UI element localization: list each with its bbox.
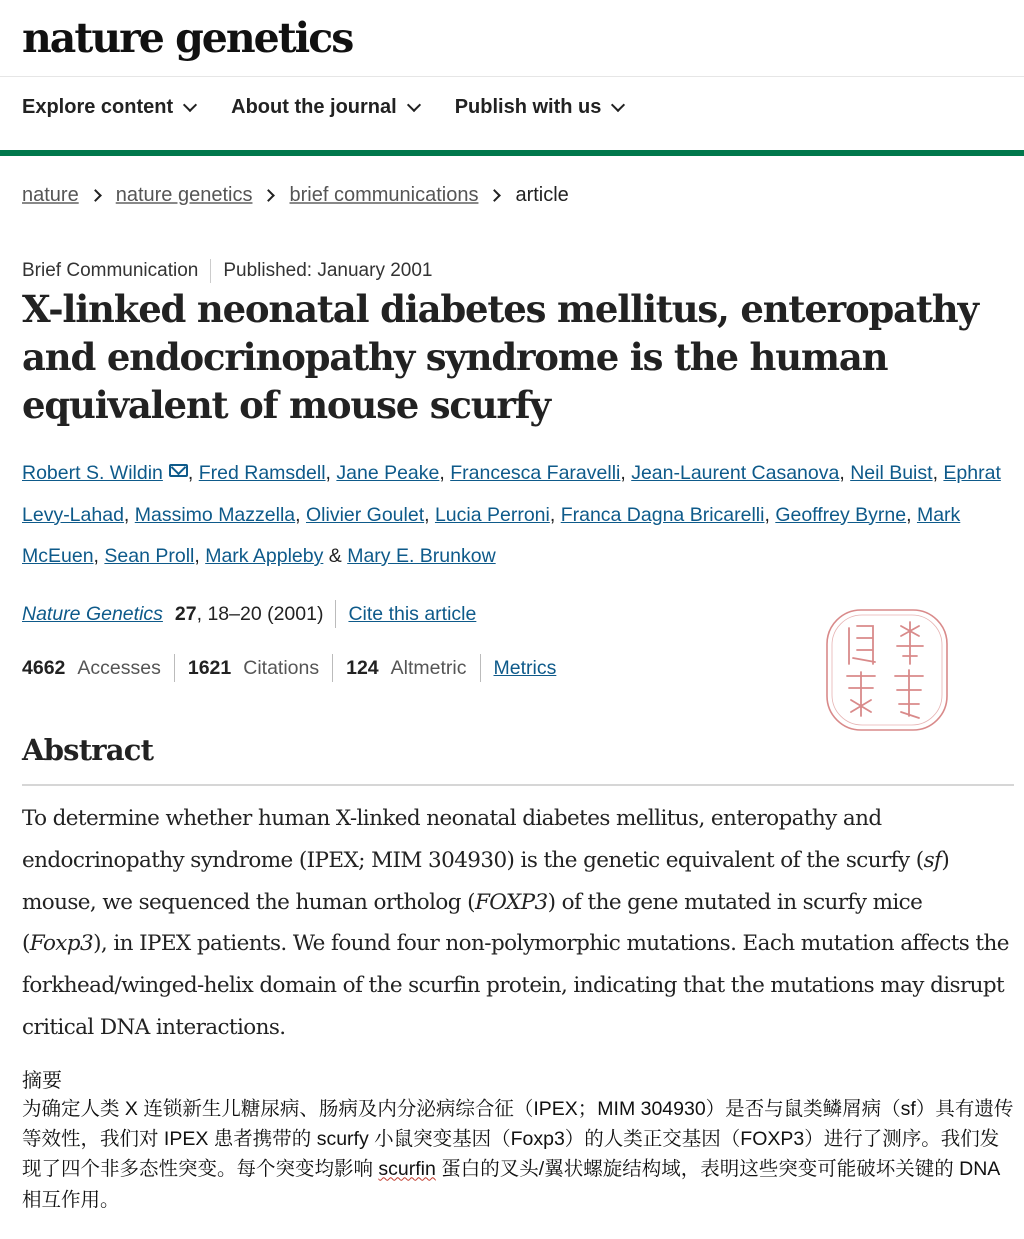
journal-logo[interactable]: nature genetics: [22, 14, 353, 62]
author-link[interactable]: Jane Peake: [336, 462, 440, 484]
translation-text: 为确定人类 X 连锁新生儿糖尿病、肠病及内分泌病综合征（IPEX；MIM 304930）是否与鼠类鳞屑病（sf）具有遗传等效性，我们对 IPEX 患者携带的 scurfy 小鼠突变基因（Foxp3）的人类正交基因（FOXP3）进行了测序。我们发现了四个非多态性突变。每个突变均影响: [22, 1098, 1014, 1181]
chevron-down-icon: [183, 98, 197, 112]
altmetric-count: 124: [346, 656, 379, 679]
nav-publish-with-us-label: Publish with us: [454, 96, 602, 118]
breadcrumb: [22, 184, 569, 207]
abstract-text: ) mouse, we sequenced the human ortholog (: [22, 847, 950, 915]
abstract-gene-foxp3: FOXP3: [474, 889, 548, 915]
citation-divider: [335, 600, 336, 628]
nav-about-journal-label: About the journal: [231, 96, 397, 118]
author-link[interactable]: Neil Buist: [850, 462, 933, 484]
accesses-label: Accesses: [77, 656, 161, 679]
author-link[interactable]: Mary E. Brunkow: [347, 545, 496, 567]
accesses-count: 4662: [22, 656, 66, 679]
abstract-body: [22, 798, 1012, 1049]
chevron-down-icon: [407, 98, 421, 112]
cite-this-article-link[interactable]: Cite this article: [348, 602, 477, 625]
metrics-divider: [480, 654, 481, 682]
red-seal-stamp: [823, 606, 951, 734]
meta-divider: [210, 259, 211, 283]
article-type: Brief Communication: [22, 260, 199, 281]
publish-date: Published: January 2001: [223, 260, 433, 281]
author-link[interactable]: Sean Proll: [104, 545, 195, 567]
chevron-down-icon: [611, 98, 625, 112]
brand-color-bar: [0, 150, 1024, 156]
author-link[interactable]: Fred Ramsdell: [198, 462, 326, 484]
abstract-gene-foxp3-mouse: Foxp3: [29, 931, 94, 957]
email-icon[interactable]: [169, 464, 188, 477]
citation-line: [22, 600, 476, 628]
author-link[interactable]: Ephrat Levy-Lahad: [22, 462, 1001, 526]
abstract-gene-sf: sf: [923, 847, 942, 873]
nav-explore-content[interactable]: [22, 96, 195, 119]
chevron-right-icon: [263, 189, 276, 202]
journal-pages: , 18–20 (2001): [196, 602, 324, 625]
journal-link[interactable]: Nature Genetics: [22, 602, 163, 625]
breadcrumb-link-brief-communications[interactable]: brief communications: [289, 184, 479, 206]
translation-text: 蛋白的叉头/翼状螺旋结构域，表明这些突变可能破坏关键的 DNA 相互作用。: [22, 1158, 1000, 1211]
translation-heading: 摘要: [22, 1070, 62, 1092]
author-link[interactable]: Franca Dagna Bricarelli: [560, 503, 765, 526]
nav-about-journal[interactable]: [231, 96, 419, 119]
nav-explore-content-label: Explore content: [22, 96, 174, 118]
metrics-divider: [332, 654, 333, 682]
metrics-link[interactable]: Metrics: [493, 656, 557, 679]
translation-body: [22, 1094, 1017, 1215]
author-link[interactable]: Geoffrey Byrne: [775, 503, 907, 526]
chevron-right-icon: [489, 189, 502, 202]
author-link[interactable]: Robert S. Wildin: [22, 462, 163, 484]
spellcheck-flagged-word: scurfin: [378, 1158, 436, 1181]
breadcrumb-link-nature-genetics[interactable]: nature genetics: [115, 184, 253, 206]
abstract-text: ) of the gene mutated in scurfy mice (: [22, 889, 923, 957]
breadcrumb-link-nature[interactable]: nature: [22, 184, 79, 206]
article-metrics: [22, 654, 556, 682]
altmetric-label: Altmetric: [390, 656, 467, 679]
article-meta: [22, 259, 433, 283]
article-title: X-linked neonatal diabetes mellitus, enteropathy and endocrinopathy syndrome is the human equivalent of mouse scurfy: [22, 287, 978, 427]
author-link[interactable]: Francesca Faravelli: [450, 462, 621, 484]
breadcrumb-current: article: [515, 184, 569, 206]
abstract-text: To determine whether human X-linked neonatal diabetes mellitus, enteropathy and endocrinopathy syndrome (IPEX; MIM 304930) is the genetic equivalent of the scurfy (: [22, 806, 924, 873]
header-divider: [0, 76, 1024, 77]
author-list: Robert S. Wildin , Fred Ramsdell, Jane Peake, Francesca Faravelli, Jean-Laurent Casanova, Neil Buist, Ephrat Levy-Lahad, Massimo Mazzella, Olivier Goulet, Lucia Perroni, Franca Dagna Bricarelli, Geoffrey Byrne, Mark McEuen, Sean Proll, Mark Appleby & Mary E. Brunkow: [22, 462, 1001, 567]
metrics-divider: [174, 654, 175, 682]
author-link[interactable]: Massimo Mazzella: [134, 503, 296, 526]
abstract-text: ), in IPEX patients. We found four non-polymorphic mutations. Each mutation affects the forkhead/winged-helix domain of the scurfin protein, indicating that the mutations may disrupt critical DNA interactions.: [22, 931, 1009, 1040]
author-link[interactable]: Lucia Perroni: [434, 503, 550, 526]
author-link[interactable]: Olivier Goulet: [305, 503, 425, 526]
citations-label: Citations: [243, 656, 320, 679]
main-nav: [22, 96, 623, 119]
citations-count: 1621: [187, 656, 232, 679]
author-link[interactable]: Mark Appleby: [205, 545, 324, 567]
author-link[interactable]: Jean-Laurent Casanova: [631, 462, 840, 484]
journal-volume: 27: [174, 602, 197, 625]
abstract-divider: [22, 784, 1014, 786]
nav-publish-with-us[interactable]: [455, 96, 624, 119]
author-link[interactable]: Mark McEuen: [22, 503, 961, 567]
abstract-heading: Abstract: [22, 733, 154, 767]
chevron-right-icon: [89, 189, 102, 202]
